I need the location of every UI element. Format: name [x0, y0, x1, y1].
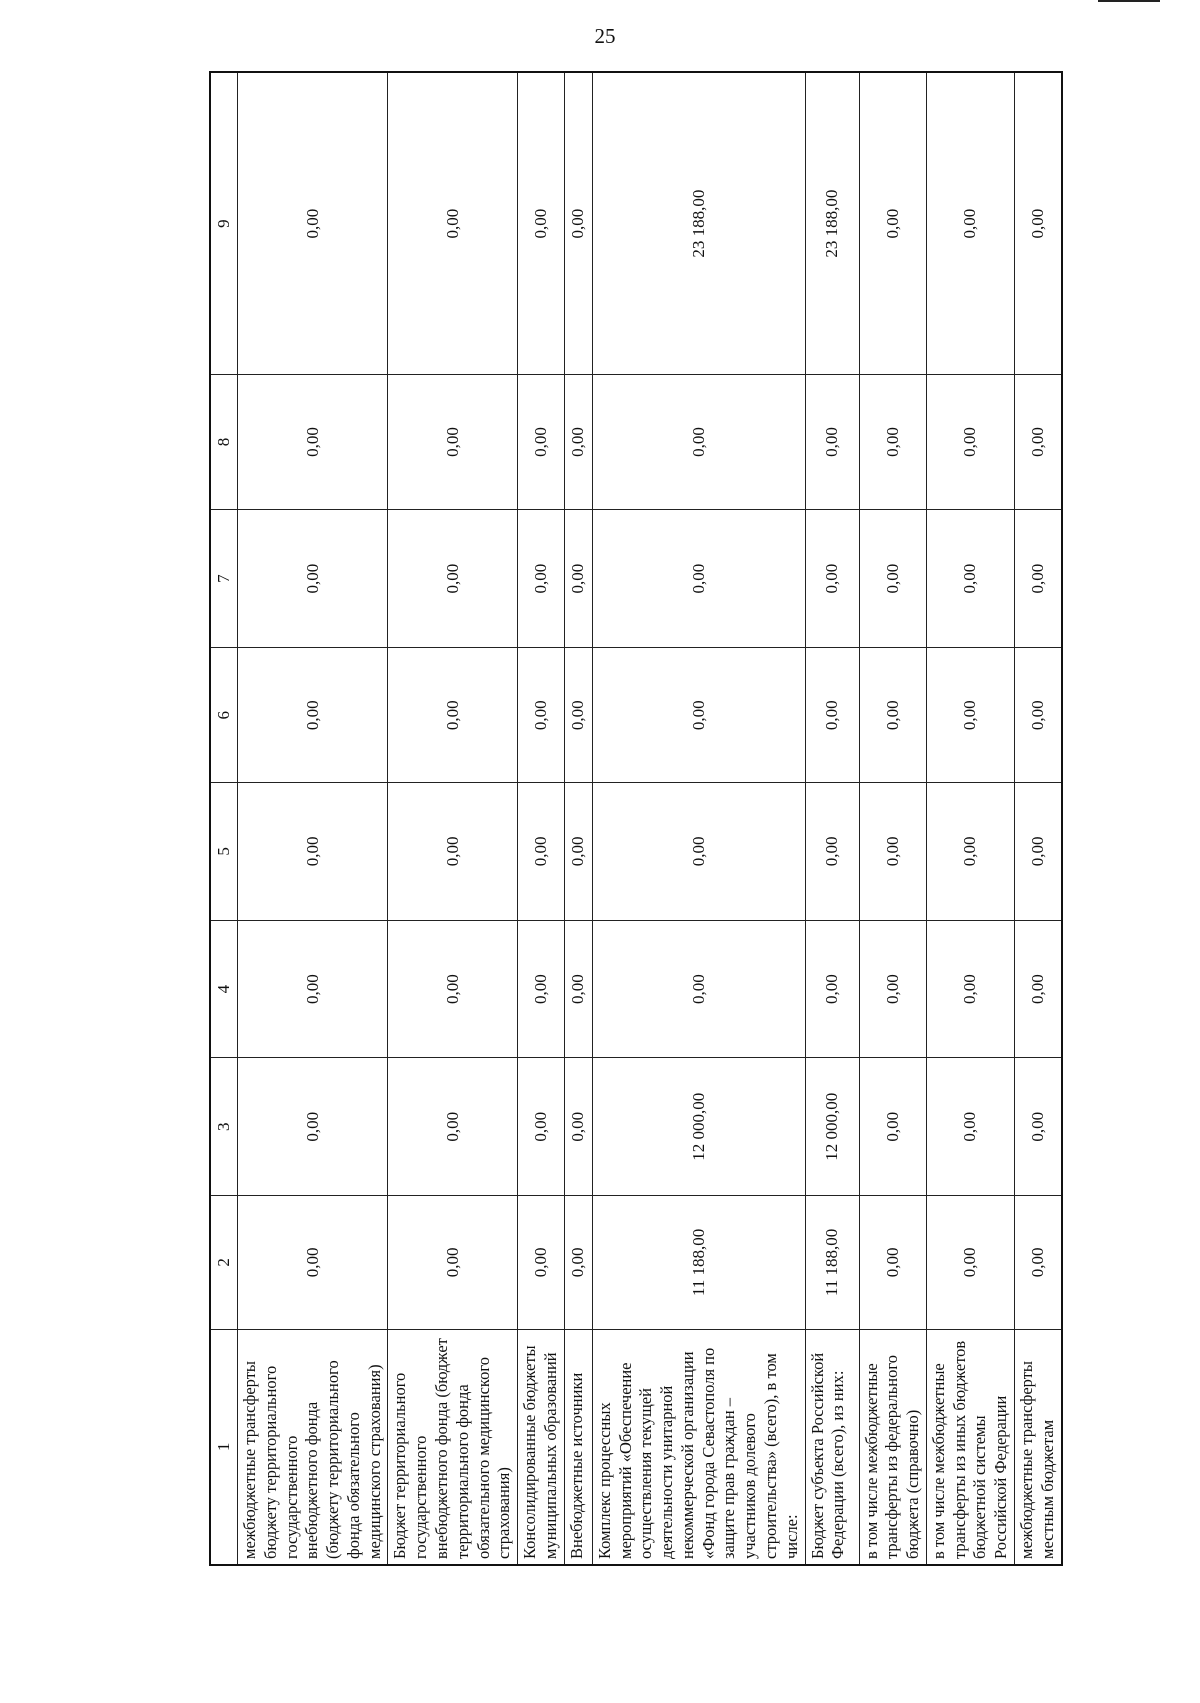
column-header-3: 3 — [210, 1058, 238, 1196]
value-cell: 0,00 — [926, 72, 1014, 375]
value-cell: 0,00 — [592, 920, 805, 1058]
value-cell: 0,00 — [238, 1196, 388, 1330]
scan-edge-mark — [1098, 0, 1160, 2]
value-cell: 0,00 — [518, 72, 565, 375]
value-cell: 0,00 — [805, 648, 859, 783]
value-cell: 0,00 — [518, 1196, 565, 1330]
value-cell: 0,00 — [518, 783, 565, 921]
value-cell: 0,00 — [859, 375, 926, 510]
value-cell: 0,00 — [238, 509, 388, 648]
column-header-4: 4 — [210, 920, 238, 1058]
value-cell: 0,00 — [805, 375, 859, 510]
row-label: межбюджетные трансферты местным бюджетам — [1015, 1329, 1062, 1565]
column-number-row — [210, 72, 238, 1565]
column-header-2: 2 — [210, 1196, 238, 1330]
value-cell: 0,00 — [518, 648, 565, 783]
value-cell: 0,00 — [1015, 72, 1062, 375]
value-cell: 0,00 — [592, 783, 805, 921]
rotated-table-container — [209, 71, 1062, 1566]
value-cell: 0,00 — [926, 1058, 1014, 1196]
value-cell: 0,00 — [1015, 648, 1062, 783]
value-cell: 0,00 — [518, 375, 565, 510]
page-number: 25 — [594, 24, 616, 48]
table-row — [926, 72, 1014, 1565]
value-cell: 0,00 — [564, 509, 592, 648]
value-cell: 12 000,00 — [592, 1058, 805, 1196]
value-cell: 0,00 — [518, 1058, 565, 1196]
value-cell: 0,00 — [388, 920, 518, 1058]
value-cell: 0,00 — [238, 920, 388, 1058]
value-cell: 11 188,00 — [805, 1196, 859, 1330]
table-row — [592, 72, 805, 1565]
value-cell: 0,00 — [859, 648, 926, 783]
value-cell: 12 000,00 — [805, 1058, 859, 1196]
value-cell: 0,00 — [388, 509, 518, 648]
value-cell: 0,00 — [926, 375, 1014, 510]
row-label: Консолидированные бюджеты муниципальных образований — [518, 1329, 565, 1565]
value-cell: 0,00 — [1015, 783, 1062, 921]
row-label: Комплекс процессных мероприятий «Обеспечение осуществления текущей деятельности унитарной некоммерческой организации «Фонд города Севастополя по защите прав граждан – участников долевого строительства» (всего), в том числе: — [592, 1329, 805, 1565]
value-cell: 0,00 — [859, 783, 926, 921]
value-cell: 0,00 — [805, 920, 859, 1058]
table-row — [518, 72, 565, 1565]
value-cell: 23 188,00 — [805, 72, 859, 375]
value-cell: 0,00 — [564, 920, 592, 1058]
value-cell: 0,00 — [388, 1196, 518, 1330]
budget-table — [209, 71, 1063, 1566]
row-label: Внебюджетные источники — [564, 1329, 592, 1565]
table-row — [859, 72, 926, 1565]
value-cell: 0,00 — [805, 509, 859, 648]
value-cell: 0,00 — [564, 1058, 592, 1196]
value-cell: 0,00 — [859, 509, 926, 648]
value-cell: 0,00 — [805, 783, 859, 921]
value-cell: 0,00 — [1015, 375, 1062, 510]
column-header-9: 9 — [210, 72, 238, 375]
column-header-8: 8 — [210, 375, 238, 510]
value-cell: 0,00 — [238, 72, 388, 375]
value-cell: 0,00 — [564, 72, 592, 375]
value-cell: 0,00 — [592, 648, 805, 783]
value-cell: 0,00 — [388, 783, 518, 921]
value-cell: 0,00 — [926, 920, 1014, 1058]
row-label: в том числе межбюджетные трансферты из федерального бюджета (справочно) — [859, 1329, 926, 1565]
value-cell: 11 188,00 — [592, 1196, 805, 1330]
value-cell: 0,00 — [1015, 920, 1062, 1058]
column-header-1: 1 — [210, 1329, 238, 1565]
value-cell: 0,00 — [592, 375, 805, 510]
value-cell: 0,00 — [238, 648, 388, 783]
row-label: Бюджет субъекта Российской Федерации (всего), из них: — [805, 1329, 859, 1565]
value-cell: 0,00 — [564, 648, 592, 783]
table-body — [238, 72, 1062, 1565]
value-cell: 0,00 — [859, 920, 926, 1058]
table-row — [388, 72, 518, 1565]
column-header-6: 6 — [210, 648, 238, 783]
value-cell: 0,00 — [592, 509, 805, 648]
value-cell: 0,00 — [564, 783, 592, 921]
table-row — [238, 72, 388, 1565]
value-cell: 0,00 — [238, 1058, 388, 1196]
value-cell: 0,00 — [388, 648, 518, 783]
value-cell: 0,00 — [1015, 1058, 1062, 1196]
row-label: в том числе межбюджетные трансферты из иных бюджетов бюджетной системы Российской Федерации — [926, 1329, 1014, 1565]
column-header-7: 7 — [210, 509, 238, 648]
table-row — [805, 72, 859, 1565]
value-cell: 0,00 — [238, 375, 388, 510]
value-cell: 0,00 — [859, 1196, 926, 1330]
value-cell: 0,00 — [1015, 509, 1062, 648]
value-cell: 0,00 — [388, 375, 518, 510]
value-cell: 0,00 — [1015, 1196, 1062, 1330]
value-cell: 0,00 — [388, 72, 518, 375]
value-cell: 0,00 — [238, 783, 388, 921]
row-label: межбюджетные трансферты бюджету территориального государственного внебюджетного фонда (бюджету территориального фонда обязательного медицинского страхования) — [238, 1329, 388, 1565]
value-cell: 0,00 — [926, 648, 1014, 783]
value-cell: 0,00 — [564, 375, 592, 510]
column-header-5: 5 — [210, 783, 238, 921]
value-cell: 0,00 — [518, 920, 565, 1058]
value-cell: 0,00 — [926, 509, 1014, 648]
row-label: Бюджет территориального государственного внебюджетного фонда (бюджет территориального фонда обязательного медицинского страхования) — [388, 1329, 518, 1565]
value-cell: 0,00 — [859, 72, 926, 375]
value-cell: 0,00 — [518, 509, 565, 648]
table-row — [1015, 72, 1062, 1565]
value-cell: 0,00 — [859, 1058, 926, 1196]
value-cell: 0,00 — [564, 1196, 592, 1330]
value-cell: 0,00 — [388, 1058, 518, 1196]
value-cell: 0,00 — [926, 1196, 1014, 1330]
value-cell: 23 188,00 — [592, 72, 805, 375]
table-row — [564, 72, 592, 1565]
value-cell: 0,00 — [926, 783, 1014, 921]
